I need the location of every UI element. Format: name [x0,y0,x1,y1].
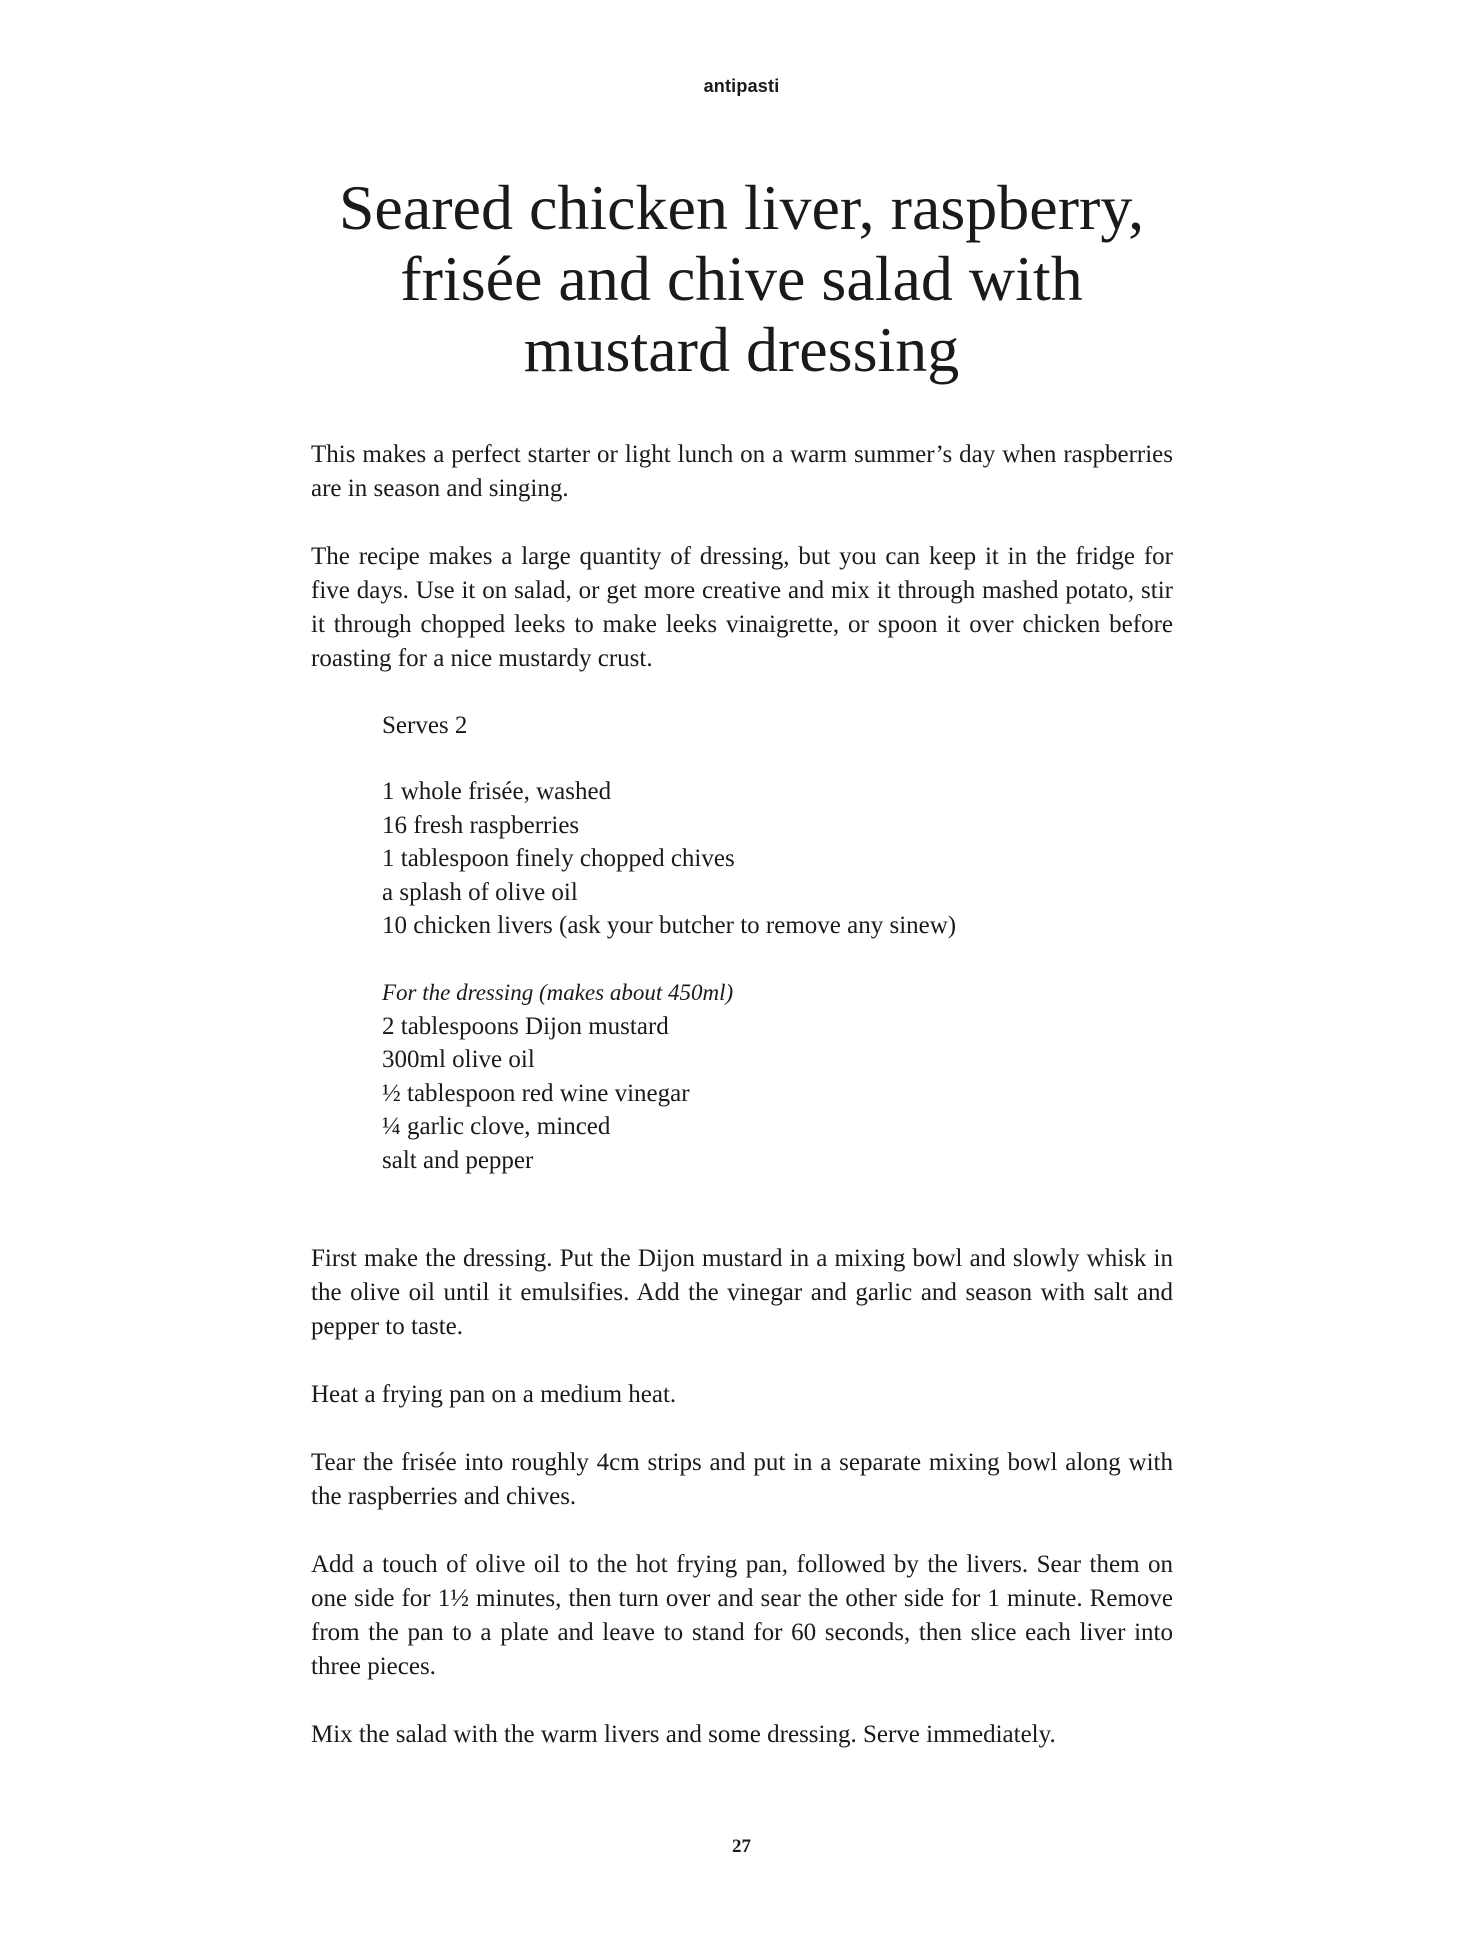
running-head: antipasti [703,76,780,96]
dressing-item: salt and pepper [382,1146,534,1174]
ingredient-list [382,775,1082,943]
method-step: First make the dressing. Put the Dijon mustard in a mixing bowl and slowly whisk in the olive oil until it emulsifies. Add the vinegar and garlic and season with salt and pepper to taste. [311,1245,1173,1340]
ingredient-item: a splash of olive oil [382,878,578,906]
intro-paragraph: This makes a perfect starter or light lunch on a warm summer’s day when raspberries are in season and singing. [311,441,1173,502]
serves-line: Serves 2 [382,712,468,739]
title-line: frisée and chive salad with [400,243,1083,314]
ingredient-item: 1 tablespoon finely chopped chives [382,845,735,872]
dressing-item: 2 tablespoons Dijon mustard [382,1012,669,1040]
dressing-item: ¼ garlic clove, minced [382,1113,611,1140]
dressing-item: 300ml olive oil [382,1046,535,1073]
method-step: Add a touch of olive oil to the hot frying pan, followed by the livers. Sear them on one side for 1½ minutes, then turn over and sear the other side for 1 minute. Remove from the pan to a plate and leave to stand for 60 seconds, then slice each liver into three pieces. [311,1551,1173,1680]
dressing-heading: For the dressing (makes about 450ml) [382,980,734,1005]
intro-paragraph: The recipe makes a large quantity of dressing, but you can keep it in the fridge for five days. Use it on salad, or get more creative and mix it through mashed potato, stir it through chopped leeks to make leeks vinaigrette, or spoon it over chicken before roasting for a nice mustardy crust. [311,543,1173,672]
ingredient-item: 10 chicken livers (ask your butcher to remove any sinew) [382,912,957,939]
title-line: mustard dressing [523,314,960,385]
method-section [311,1242,1173,1752]
ingredient-item: 1 whole frisée, washed [382,778,612,805]
dressing-item: ½ tablespoon red wine vinegar [382,1079,690,1107]
dressing-list [382,976,1082,1177]
recipe-title [250,172,1233,385]
method-step: Tear the frisée into roughly 4cm strips and put in a separate mixing bowl along with the raspberries and chives. [311,1449,1173,1510]
title-line: Seared chicken liver, raspberry, [338,172,1145,243]
ingredient-item: 16 fresh raspberries [382,811,580,839]
method-step: Mix the salad with the warm livers and some dressing. Serve immediately. [311,1721,1056,1748]
page-number: 27 [732,1836,751,1857]
method-step: Heat a frying pan on a medium heat. [311,1381,677,1408]
intro-section [311,438,1173,676]
